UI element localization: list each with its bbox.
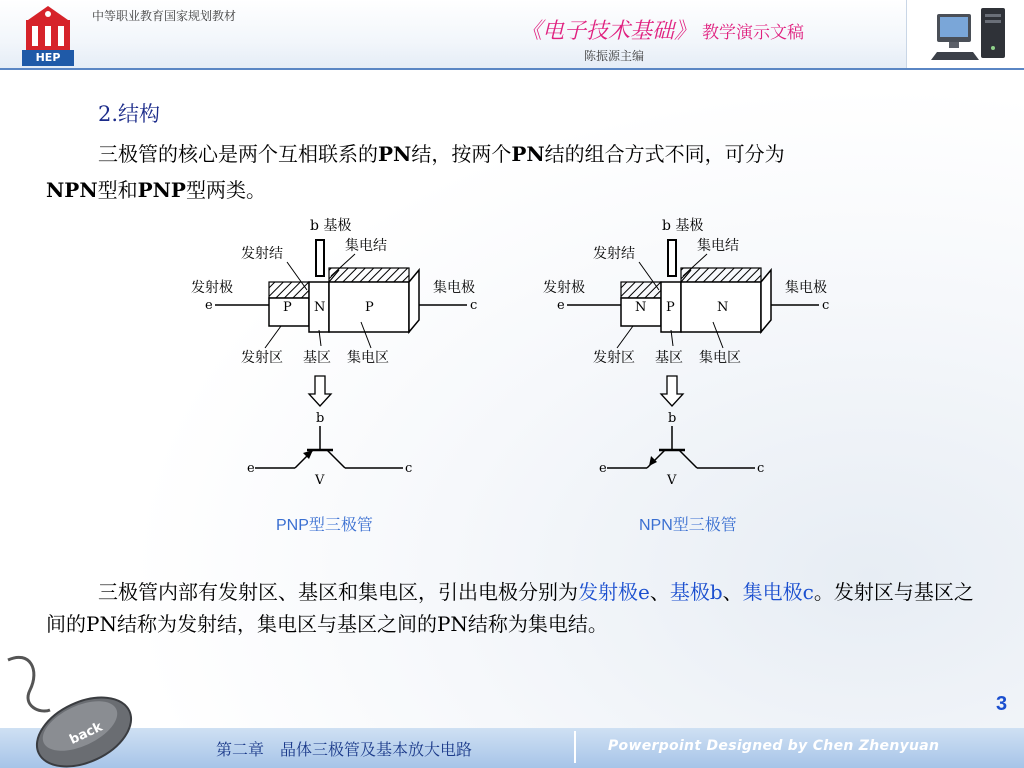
computer-icon bbox=[907, 0, 1024, 68]
label-base-terminal: b 基极 bbox=[310, 218, 352, 234]
symbol-c: c bbox=[757, 461, 765, 476]
para2-text-1: 三极管内部有发射区、基区和集电区，引出电极分别为 bbox=[98, 580, 578, 604]
para1-text-4: 型和 bbox=[97, 178, 138, 202]
label-collector-electrode: 集电极 bbox=[433, 280, 475, 296]
label-collector-electrode: 集电极 bbox=[785, 280, 827, 296]
series-label: 中等职业教育国家规划教材 bbox=[92, 9, 237, 23]
mouse-cable bbox=[8, 657, 50, 711]
label-collector-junction: 集电结 bbox=[345, 238, 387, 254]
npn-structure-diagram bbox=[537, 210, 867, 510]
credit-label: Powerpoint Designed by Chen Zhenyuan bbox=[608, 738, 940, 754]
symbol-e: e bbox=[247, 461, 255, 476]
collector-top-hatch bbox=[681, 268, 761, 282]
symbol-v: V bbox=[315, 473, 325, 488]
label-base-region: 基区 bbox=[303, 350, 331, 366]
editor-label: 陈振源主编 bbox=[584, 49, 645, 63]
base-lead bbox=[316, 240, 324, 276]
page-number: 3 bbox=[996, 693, 1008, 715]
para1-text-2: 结，按两个 bbox=[411, 142, 512, 166]
region-mid-letter: N bbox=[314, 300, 326, 315]
intro-paragraph bbox=[46, 136, 976, 208]
down-arrow-icon bbox=[661, 376, 683, 406]
label-collector-region: 集电区 bbox=[699, 350, 741, 366]
para2-base-term: 基极b bbox=[669, 580, 723, 604]
book-title bbox=[520, 14, 804, 45]
logo-text: HEP bbox=[22, 50, 74, 66]
computer-illustration bbox=[906, 0, 1024, 68]
para1-npn: NPN bbox=[46, 178, 98, 202]
symbol-e: e bbox=[599, 461, 607, 476]
book-title-sub: 教学演示文稿 bbox=[702, 23, 805, 43]
label-emitter-junction: 发射结 bbox=[593, 246, 635, 262]
label-emitter-region: 发射区 bbox=[241, 350, 283, 366]
label-emitter-region: 发射区 bbox=[593, 350, 635, 366]
back-label[interactable]: back bbox=[67, 719, 105, 748]
base-lead bbox=[668, 240, 676, 276]
footer-divider bbox=[574, 731, 576, 763]
arrow-icon bbox=[649, 456, 657, 466]
label-base-terminal: b 基极 bbox=[662, 218, 704, 234]
region-mid-letter: P bbox=[666, 300, 675, 315]
para2-text-2: 。发射区与基区之间的PN结称为发射结，集电区与基区之间的PN结称为集电结。 bbox=[46, 580, 974, 636]
para1-pnp: PNP bbox=[137, 178, 186, 202]
label-collector-region: 集电区 bbox=[347, 350, 389, 366]
header-divider bbox=[0, 68, 1024, 70]
terminal-e: e bbox=[205, 298, 213, 313]
para2-sep-2: 、 bbox=[722, 580, 743, 604]
label-emitter-electrode: 发射极 bbox=[543, 280, 585, 296]
book-title-main: 《电子技术基础》 bbox=[520, 19, 697, 44]
region-left-letter: P bbox=[283, 300, 292, 315]
collector-side-face bbox=[409, 270, 419, 332]
para1-pn-2: PN bbox=[511, 142, 545, 166]
collector-side-face bbox=[761, 270, 771, 332]
para1-text-3: 结的组合方式不同，可分为 bbox=[544, 142, 785, 166]
terminal-c: c bbox=[470, 298, 478, 313]
down-arrow-icon bbox=[309, 376, 331, 406]
label-base-region: 基区 bbox=[655, 350, 683, 366]
terminal-e: e bbox=[557, 298, 565, 313]
symbol-c: c bbox=[405, 461, 413, 476]
section-heading: 2.结构 bbox=[98, 102, 161, 126]
npn-caption: NPN型三极管 bbox=[639, 517, 737, 534]
pnp-structure-diagram bbox=[185, 210, 515, 510]
chapter-label: 第二章 晶体三极管及基本放大电路 bbox=[216, 740, 473, 759]
pnp-caption: PNP型三极管 bbox=[276, 517, 373, 534]
collector-top-hatch bbox=[329, 268, 409, 282]
region-right-letter: P bbox=[365, 300, 374, 315]
para2-emitter-term: 发射极e bbox=[578, 580, 650, 604]
terminal-c: c bbox=[822, 298, 830, 313]
para1-text-5: 型两类。 bbox=[185, 178, 266, 202]
structure-paragraph bbox=[46, 576, 986, 640]
label-emitter-junction: 发射结 bbox=[241, 246, 283, 262]
symbol-v: V bbox=[667, 473, 677, 488]
symbol-b: b bbox=[668, 411, 677, 426]
para1-text-1: 三极管的核心是两个互相联系的 bbox=[98, 142, 378, 166]
region-left-letter: N bbox=[635, 300, 647, 315]
label-emitter-electrode: 发射极 bbox=[191, 280, 233, 296]
para2-collector-term: 集电极c bbox=[742, 580, 814, 604]
symbol-b: b bbox=[316, 411, 325, 426]
para1-pn-1: PN bbox=[378, 142, 412, 166]
label-collector-junction: 集电结 bbox=[697, 238, 739, 254]
back-mouse-button[interactable] bbox=[0, 640, 140, 768]
region-right-letter: N bbox=[717, 300, 729, 315]
para2-sep-1: 、 bbox=[649, 580, 670, 604]
